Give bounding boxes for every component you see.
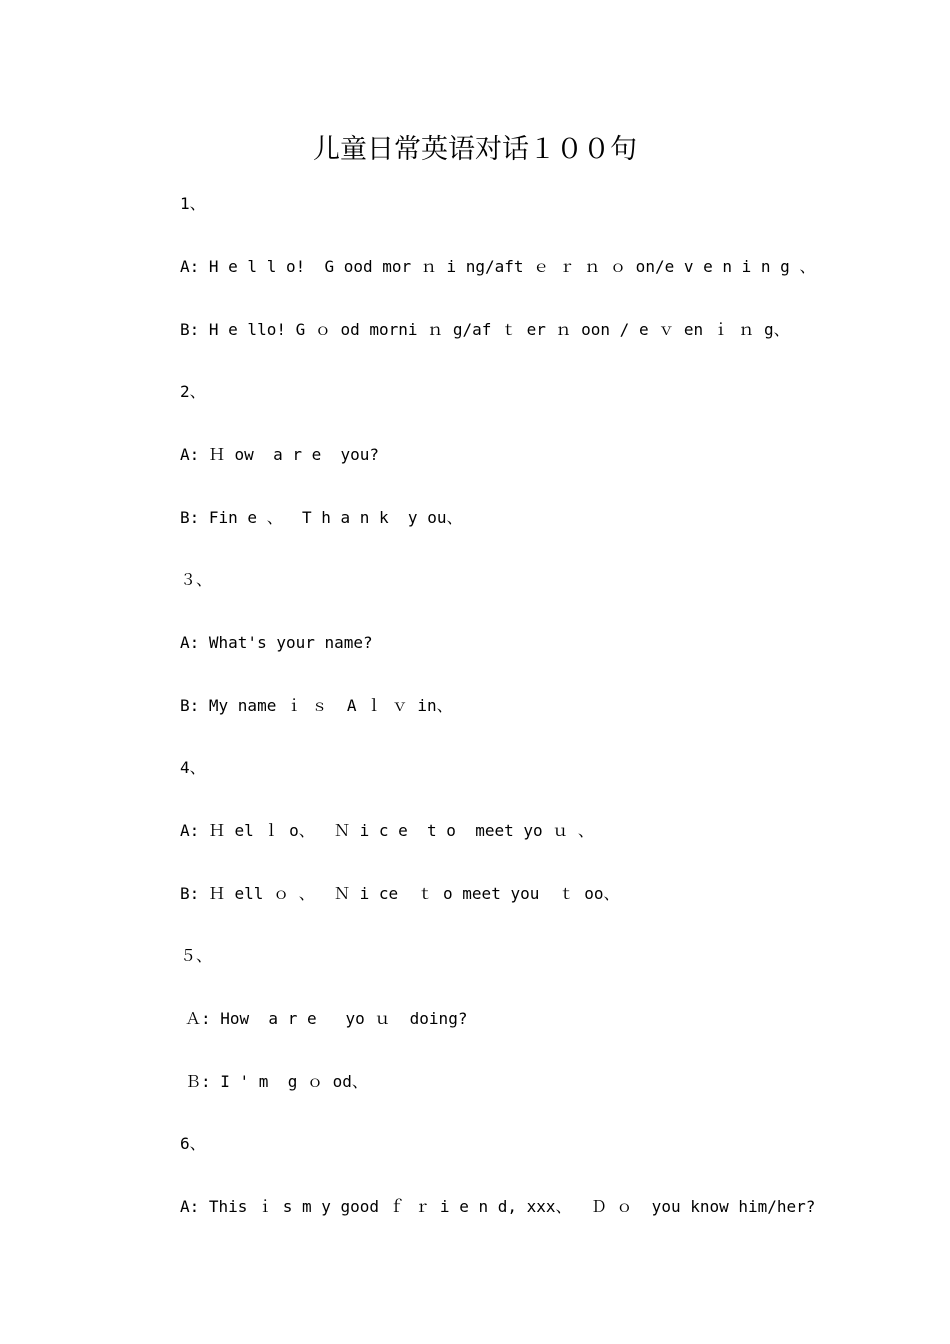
- item-number: ５、: [180, 946, 213, 965]
- item-number: 2、: [180, 382, 206, 401]
- dialogue-line-a: Ａ: How a r e yo ｕ doing?: [185, 1009, 468, 1028]
- item-number: 4、: [180, 758, 206, 777]
- dialogue-line-a: A: H e l l o! G ood mor ｎ i ng/aft ｅ ｒ ｎ ｏ on/e v e n i n g 、: [180, 257, 816, 276]
- dialogue-line-b: B: Ｈ ell ｏ 、 Ｎ i ce ｔ o meet you ｔ oo、: [180, 884, 620, 903]
- dialogue-line-b: B: Fin e 、 T h a n k y ou、: [180, 508, 463, 527]
- page-title: 儿童日常英语对话１００句: [313, 134, 637, 165]
- item-number: 6、: [180, 1134, 206, 1153]
- dialogue-line-a: A: This ｉ s m y good ｆ ｒ i e n d, xxx、 Ｄ ｏ you know him/her?: [180, 1197, 816, 1216]
- dialogue-line-a: A: Ｈ ow a r e you?: [180, 445, 380, 464]
- dialogue-line-b: Ｂ: I ' m g ｏ od、: [185, 1072, 368, 1091]
- dialogue-line-b: B: H e llo! G ｏ od morni ｎ g/af ｔ er ｎ oon / e ｖ en ｉ ｎ g、: [180, 320, 790, 339]
- dialogue-line-a: A: What's your name?: [180, 633, 373, 652]
- dialogue-line-b: B: My name ｉ ｓ A ｌ ｖ in、: [180, 696, 453, 715]
- dialogue-line-a: A: Ｈ el ｌ o、 Ｎ i c e t o meet yo ｕ 、: [180, 821, 594, 840]
- item-number: ３、: [180, 570, 213, 589]
- item-number: 1、: [180, 194, 206, 213]
